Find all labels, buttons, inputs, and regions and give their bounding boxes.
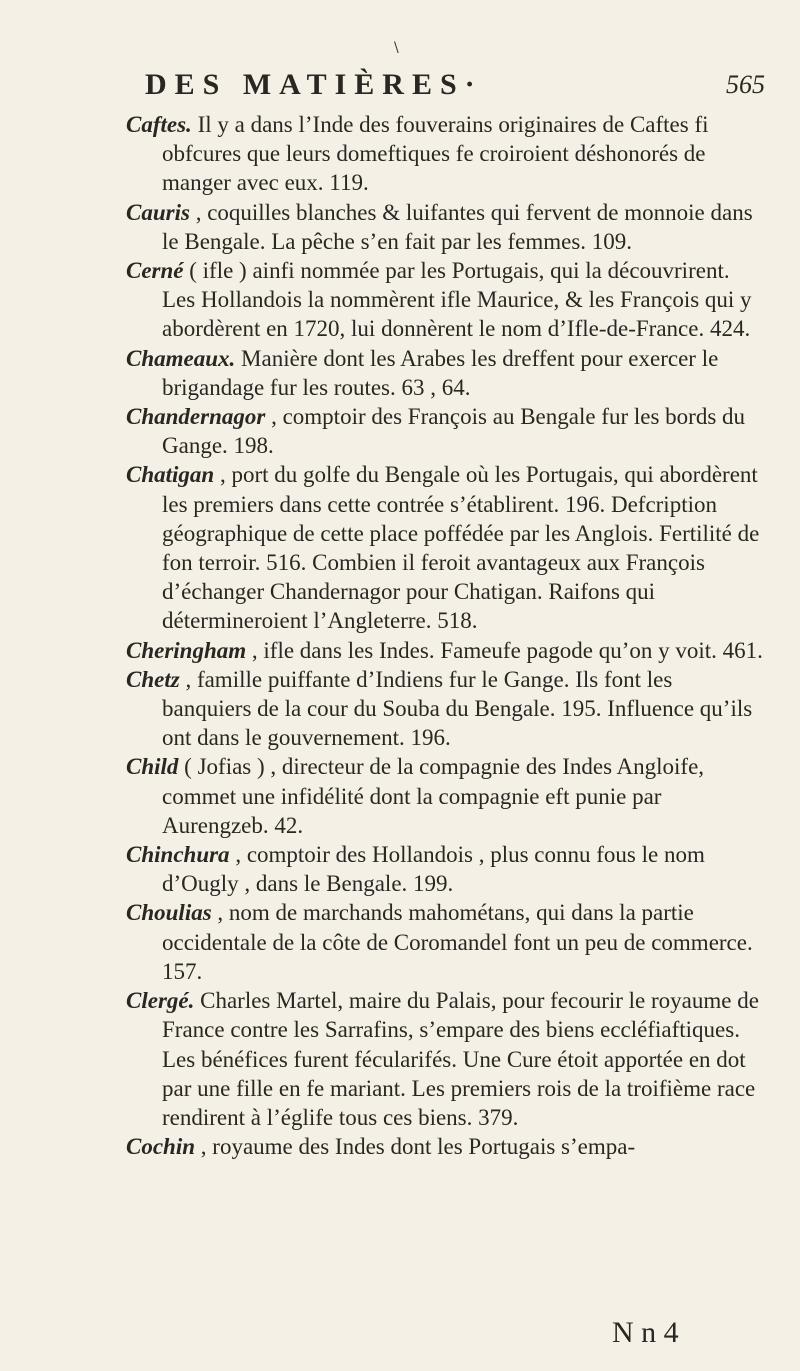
entry-headword: Chetz xyxy=(126,666,180,692)
page-number: 565 xyxy=(726,70,765,99)
entry-headword: Cerné xyxy=(126,258,184,284)
entry-text: Manière dont les Arabes les dreffent pour exercer le brigandage fur les routes. 63 , 64. xyxy=(162,345,719,400)
entry-headword: Chandernagor xyxy=(126,404,266,430)
entry-headword: Cheringham xyxy=(126,637,247,663)
entry-text: Il y a dans l’Inde des fouverains originaires de Caftes fi obfcures que leurs domeftiques fe croiroient déshonorés de manger avec eux. 119. xyxy=(162,112,709,196)
entry-headword: Clergé. xyxy=(126,988,195,1014)
entry-text: ( Jofias ) , directeur de la compagnie des Indes Angloife, commet une infidélité dont la compagnie eft punie par Aurengzeb. 42. xyxy=(162,754,705,838)
index-entry xyxy=(126,840,766,898)
entry-headword: Chameaux. xyxy=(126,345,236,371)
entry-headword: Cauris xyxy=(126,199,190,225)
entry-headword: Chinchura xyxy=(126,842,230,868)
index-entry xyxy=(126,110,766,198)
index-entry xyxy=(126,256,766,344)
index-entry xyxy=(126,460,766,635)
entry-text: ( ifle ) ainfi nommée par les Portugais, qui la découvrirent. Les Hollandois la nommèrent ifle Maurice, & les François qui y abordèrent en 1720, lui donnèrent le nom d’Ifle-de-France. 424. xyxy=(162,258,752,342)
entry-headword: Cochin xyxy=(126,1134,196,1160)
entry-headword: Child xyxy=(126,754,179,780)
entry-text: Charles Martel, maire du Palais, pour fecourir le royaume de France contre les Sarrafins, s’empare des biens eccléfiaftiques. Les bénéfices furent fécularifés. Une Cure étoit apportée en dot par une fille en fe mariant. Les premiers rois de la troifième race rendirent à l’églife tous ces biens. 379. xyxy=(162,988,759,1130)
entry-text: , coquilles blanches & luifantes qui fervent de monnoie dans le Bengale. La pêche s’en fait par les femmes. 109. xyxy=(162,199,753,254)
entry-text: , port du golfe du Bengale où les Portugais, qui abordèrent les premiers dans cette contrée s’établirent. 196. Defcription géographique de cette place poffédée par les Anglois. Fertilité de fon terroir. 516. Combien il feroit avantageux aux François d’échanger Chandernagor pour Chatigan. Raifons qui détermineroient l’Angleterre. 518. xyxy=(162,462,760,634)
index-entry xyxy=(126,344,766,402)
entry-text: , royaume des Indes dont les Portugais s’empa- xyxy=(200,1134,636,1160)
index-entry xyxy=(126,198,766,256)
entry-headword: Chatigan xyxy=(126,462,215,488)
entry-headword: Caftes. xyxy=(126,112,192,137)
index-entry xyxy=(126,898,766,986)
entry-text: , comptoir des Hollandois , plus connu fous le nom d’Ougly , dans le Bengale. 199. xyxy=(162,842,705,897)
signature-mark: N n 4 xyxy=(612,1316,679,1349)
running-head-title: DES MATIÈRES· xyxy=(145,68,483,101)
index-entry xyxy=(126,752,766,840)
entry-text: , comptoir des François au Bengale fur les bords du Gange. 198. xyxy=(162,404,746,459)
entry-text: , nom de marchands mahométans, qui dans la partie occidentale de la côte de Coromandel font un peu de commerce. 157. xyxy=(162,900,753,984)
index-entries xyxy=(126,110,766,1161)
index-entry xyxy=(126,1132,766,1161)
index-entry xyxy=(126,636,766,665)
entry-text: , ifle dans les Indes. Fameufe pagode qu’on y voit. 461. xyxy=(251,637,763,663)
entry-text: , famille puiffante d’Indiens fur le Gange. Ils font les banquiers de la cour du Souba du Bengale. 195. Influence qu’ils ont dans le gouvernement. 196. xyxy=(162,666,753,751)
index-entry xyxy=(126,402,766,460)
entry-headword: Choulias xyxy=(126,900,212,926)
running-header xyxy=(145,62,765,102)
top-mark: \ xyxy=(394,40,399,56)
index-entry xyxy=(126,986,766,1132)
index-entry xyxy=(126,665,766,753)
